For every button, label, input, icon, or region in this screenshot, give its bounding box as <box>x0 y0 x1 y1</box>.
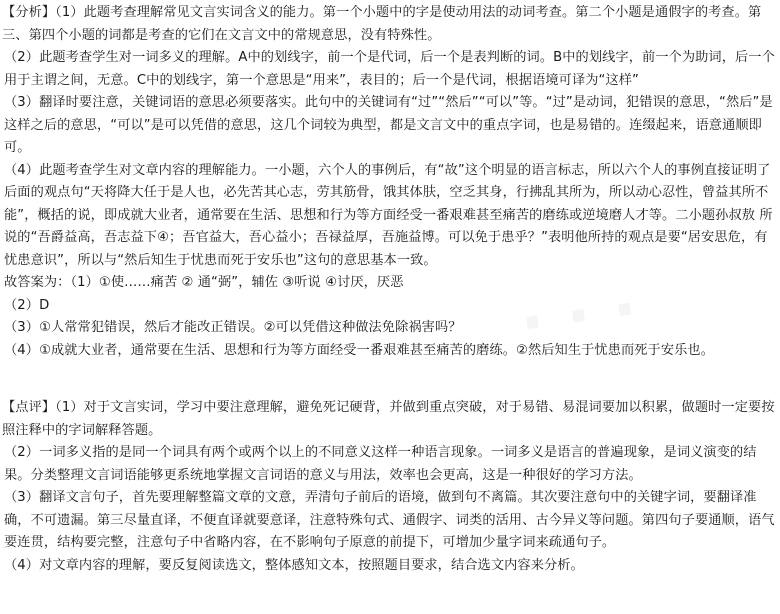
analysis-paragraph-3: （3）翻译时要注意，关键词语的意思必须要落实。此句中的关键词有“过”“然后”“可以”等。“过”是动词，犯错误的意思，“然后”是这样之后的意思，“可以”是可以凭借的意思，这几个词较为典型，都是文言文中的重点字词，也是易错的。连缀起来，语意通顺即可。 <box>4 95 773 155</box>
analysis-paragraph-4: （4）此题考查学生对文章内容的理解能力。一小题，六个人的事例后，有“故”这个明显的语言标志，所以六个人的事例直接证明了后面的观点句“天将降大任于是人也，必先苦其心志，劳其筋骨，饿其体肤，空乏其身，行拂乱其所为，所以动心忍性，曾益其所不能”，概括的说，即成就大业者，通常要在生活、思想和行为等方面经受一番艰难甚至痛苦的磨练或逆境磨人才等。二小题孙叔敖 所说的“吾爵益高，吾志益下④；吾官益大，吾心益小；吾禄益厚，吾施益博。可以免于患乎？”表明他所持的观点是要“居安思危，有忧患意识”，所以与“然后知生于忧患而死于安乐也”这句的意思基本一致。 <box>4 162 773 268</box>
comment-paragraph-3: （3）翻译文言句子，首先要理解整篇文章的文意，弄清句子前后的语境，做到句不离篇。其次要注意句中的关键字词，要翻译准确，不可遗漏。第三尽量直译，不便直译就要意译，注意特殊句式、通假字、词类的活用、古今异义等问题。第四句子要通顺，语气要连贯，结构要完整，注意句子中省略内容，在不影响句子原意的前提下，可增加少量字词来疏通句子。 <box>4 490 775 550</box>
comment-paragraph-2: （2）一词多义指的是同一个词具有两个或两个以上的不同意义这样一种语言现象。一词多义是语言的普遍现象，是词义演变的结果。分类整理文言词语能够更系统地掌握文言词语的意义与用法，效率也会更高，这是一种很好的学习方法。 <box>4 445 757 483</box>
comment-section <box>2 397 778 577</box>
analysis-paragraph-2: （2）此题考查学生对一词多义的理解。A中的划线字，前一个是代词，后一个是表判断的词。B中的划线字，前一个为助词，后一个用于主谓之间，无意。C中的划线字，第一个意思是“用来”，表目的；后一个是代词，根据语境可译为“这样” <box>4 50 775 88</box>
analysis-paragraph-1: 【分析】（1）此题考查理解常见文言实词含义的能力。第一个小题中的字是使动用法的动词考查。第二个小题是通假字的考查。第三、第四个小题的词都是考查的它们在文言文中的常规意思，没有特殊性。 <box>2 5 762 43</box>
comment-paragraph-1: 【点评】（1）对于文言实词，学习中要注意理解，避免死记硬背，并做到重点突破，对于易错、易混词要加以积累，做题时一定要按照注释中的字词解释答题。 <box>2 400 775 438</box>
analysis-section <box>2 2 778 362</box>
comment-paragraph-4: （4）对文章内容的理解，要反复阅读选文，整体感知文本，按照题目要求，结合选文内容来分析。 <box>4 557 584 573</box>
answer-line-1: 故答案为：（1）①使……痛苦 ② 通“弼”，辅佐 ③听说 ④讨厌，厌恶 <box>4 275 404 290</box>
answer-line-4: （4）①成就大业者，通常要在生活、思想和行为等方面经受一番艰难甚至痛苦的磨练。②然后知生于忧患而死于安乐也。 <box>4 342 714 358</box>
answer-line-2: （2）D <box>4 297 50 313</box>
answer-line-3: （3）①人常常犯错误，然后才能改正错误。②可以凭借这种做法免除祸害吗？ <box>4 320 462 335</box>
